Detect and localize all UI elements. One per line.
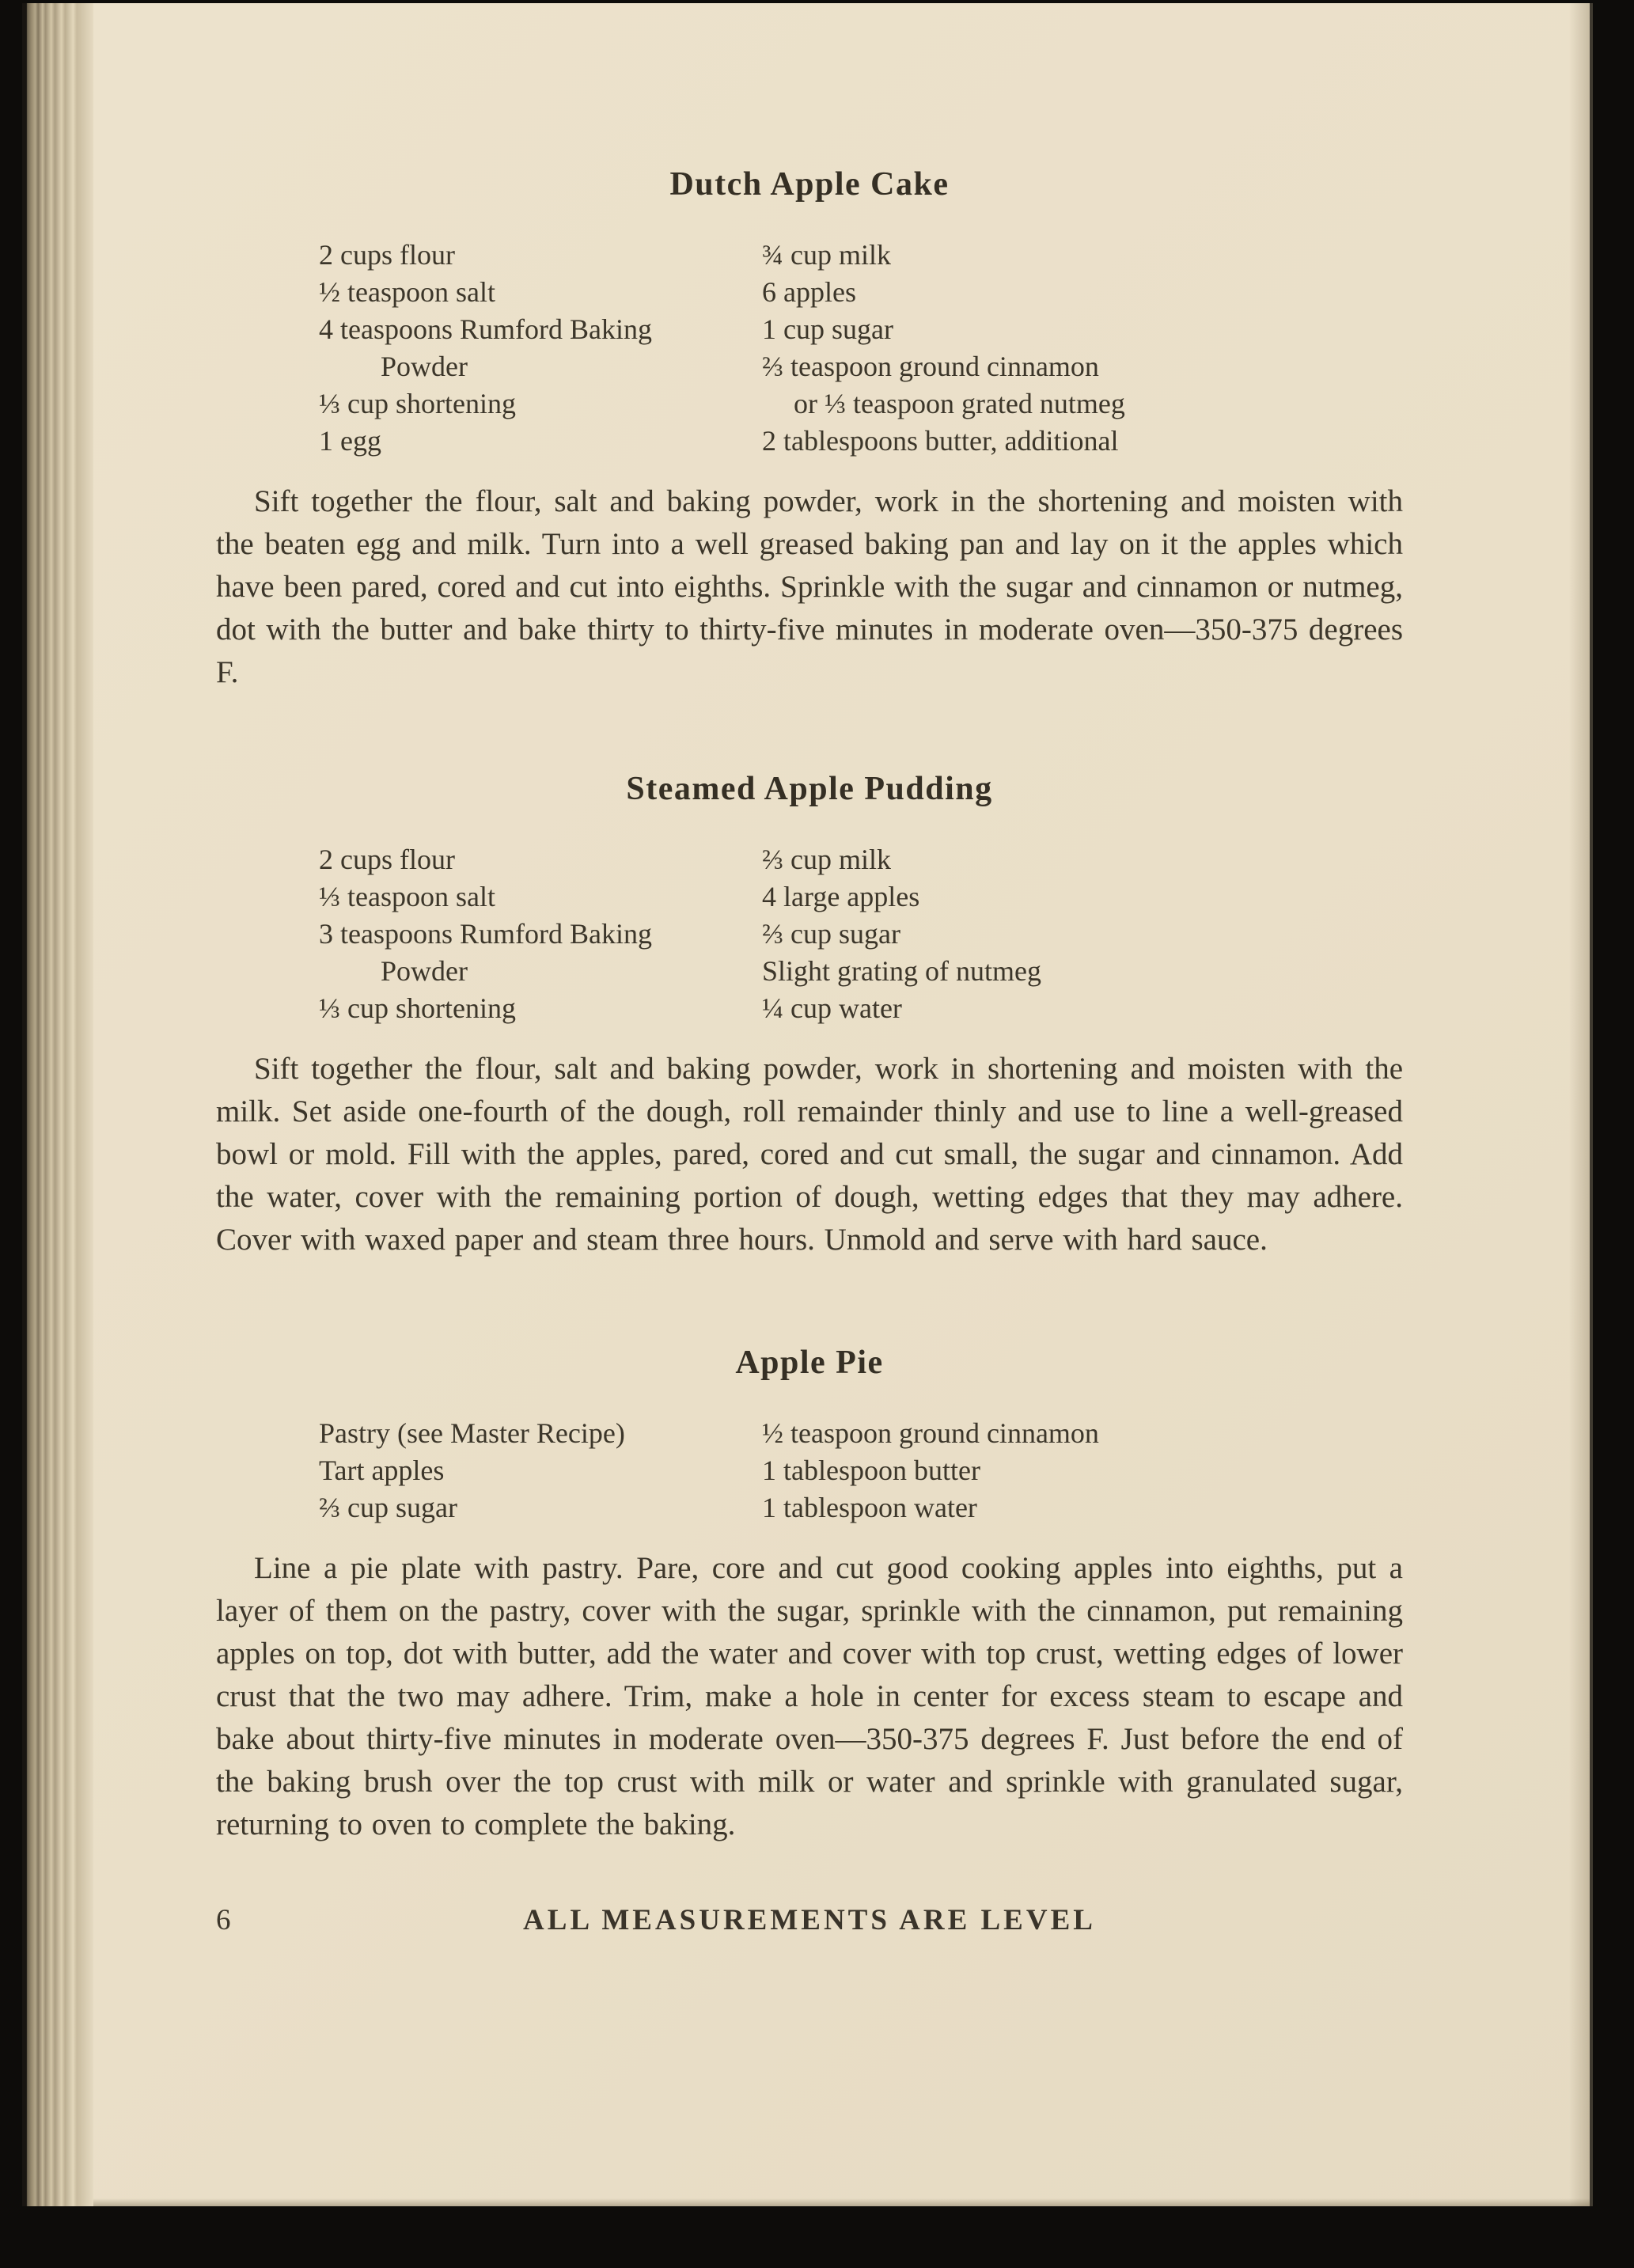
recipe-section (216, 1344, 1403, 1846)
ingredients-right-column (762, 841, 1403, 1027)
recipe-title: Apple Pie (735, 1344, 884, 1381)
recipe-title: Dutch Apple Cake (669, 166, 950, 203)
ingredient-item: 4 large apples (762, 881, 920, 912)
ingredient-item: 6 apples (762, 276, 856, 308)
footer-motto: ALL MEASUREMENTS ARE LEVEL (523, 1904, 1096, 1936)
recipe-instructions: Line a pie plate with pastry. Pare, core and cut good cooking apples into eighths, put a layer of them on the pastry, cover with the sugar, sprinkle with the cinnamon, put remaining apples on top, dot with butter, add the water and cover with top crust, wetting edges of lower crust that the two may adhere. Trim, make a hole in center for excess steam to escape and bake about thirty-five minutes in moderate oven—350-375 degrees F. Just before the end of the baking brush over the top crust with milk or water and sprinkle with granulated sugar, returning to oven to complete the baking. (216, 1551, 1403, 1841)
page-number: 6 (216, 1904, 231, 1936)
ingredients-columns (216, 1415, 1403, 1527)
ingredients-right-column (762, 1415, 1403, 1527)
ingredient-item: 4 teaspoons Rumford Baking (319, 313, 652, 345)
ingredient-item: ⅔ cup sugar (762, 918, 900, 950)
ingredient-item: ½ teaspoon salt (319, 276, 495, 308)
recipe-instructions: Sift together the flour, salt and baking powder, work in the shortening and moisten with the beaten egg and milk. Turn into a well greased baking pan and lay on it the apples which have been pared, cored and cut into eighths. Sprinkle with the sugar and cinnamon or nutmeg, dot with the butter and bake thirty to thirty-five minutes in moderate oven—350-375 degrees F. (216, 484, 1403, 689)
ingredient-item: 2 cups flour (319, 239, 455, 271)
cookbook-page (93, 3, 1593, 2206)
ingredient-item: ⅓ teaspoon salt (319, 881, 495, 912)
ingredients-columns (216, 841, 1403, 1027)
ingredients-left-column (216, 237, 762, 460)
ingredients-right-column (762, 237, 1403, 460)
ingredient-item: ⅓ cup shortening (319, 992, 516, 1024)
book-spine-page-edges (22, 3, 95, 2206)
ingredients-left-column (216, 841, 762, 1027)
ingredient-item: 1 tablespoon water (762, 1492, 977, 1523)
ingredient-item: ¼ cup water (762, 992, 902, 1024)
recipe-title: Steamed Apple Pudding (626, 771, 993, 807)
ingredients-columns (216, 237, 1403, 460)
ingredient-item: Pastry (see Master Recipe) (319, 1417, 625, 1449)
page-footer (216, 1903, 1403, 1946)
ingredient-item: 3 teaspoons Rumford Baking (319, 918, 652, 950)
ingredient-item-continuation: or ⅓ teaspoon grated nutmeg (794, 388, 1125, 419)
ingredient-item: 2 cups flour (319, 844, 455, 875)
recipe-section (216, 165, 1403, 694)
ingredient-item-continuation: Powder (381, 955, 468, 987)
ingredient-item-continuation: Powder (381, 351, 468, 382)
ingredient-item: ½ teaspoon ground cinnamon (762, 1417, 1099, 1449)
ingredient-item: ⅔ teaspoon ground cinnamon (762, 351, 1099, 382)
ingredient-item: ⅔ cup sugar (319, 1492, 457, 1523)
ingredient-item: ¾ cup milk (762, 239, 891, 271)
recipe-section (216, 770, 1403, 1261)
ingredient-item: 1 egg (319, 425, 381, 457)
ingredient-item: Tart apples (319, 1454, 445, 1486)
ingredient-item: ⅓ cup shortening (319, 388, 516, 419)
page-content (216, 3, 1403, 1946)
ingredients-left-column (216, 1415, 762, 1527)
ingredient-item: Slight grating of nutmeg (762, 955, 1041, 987)
ingredient-item: 1 tablespoon butter (762, 1454, 980, 1486)
ingredient-item: 2 tablespoons butter, additional (762, 425, 1119, 457)
recipe-instructions: Sift together the flour, salt and baking powder, work in shortening and moisten with the milk. Set aside one-fourth of the dough, roll remainder thinly and use to line a well-greased bowl or mold. Fill with the apples, pared, cored and cut small, the sugar and cinnamon. Add the water, cover with the remaining portion of dough, wetting edges that they may adhere. Cover with waxed paper and steam three hours. Unmold and serve with hard sauce. (216, 1052, 1403, 1257)
ingredient-item: 1 cup sugar (762, 313, 893, 345)
ingredient-item: ⅔ cup milk (762, 844, 891, 875)
